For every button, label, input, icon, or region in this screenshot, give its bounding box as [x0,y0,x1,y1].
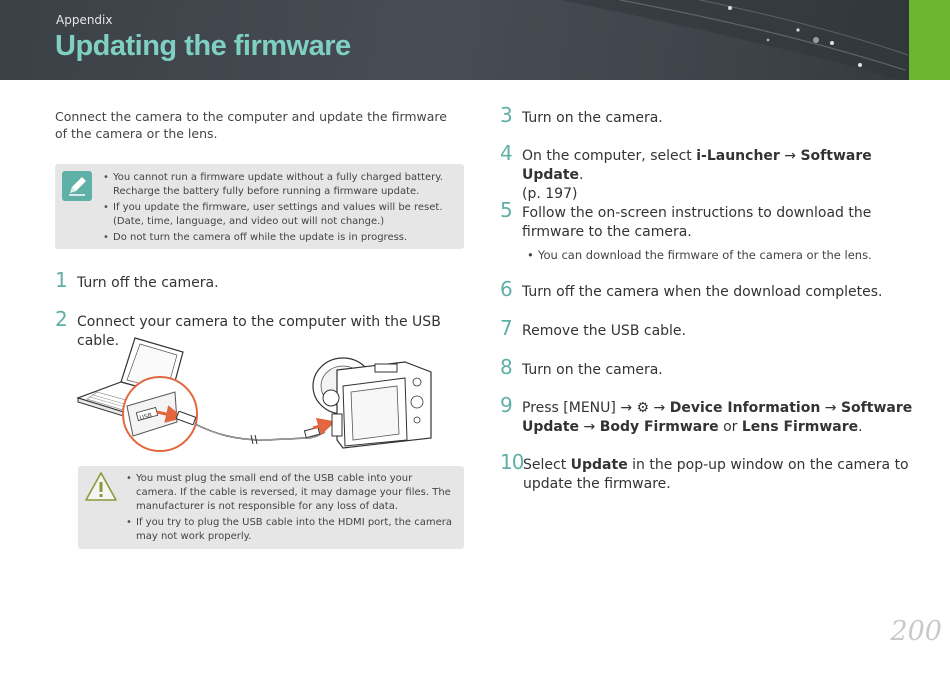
step-8 [500,355,920,380]
step-6 [500,277,920,302]
step-number: 2 [55,307,68,331]
step-10 [500,450,920,494]
warning-bullet: • If you try to plug the USB cable into the HDMI port, the camera may not work properly. [136,516,456,544]
step-1 [55,268,465,293]
gear-icon: ⚙ [636,400,650,416]
note-box [55,164,464,249]
warning-box [78,466,464,549]
step-text: Select Update in the pop-up window on the camera to update the firmware. [523,457,909,492]
section-label: Appendix [56,13,113,27]
page-title: Updating the firmware [55,30,351,62]
step-text: Press [MENU] → ⚙ → Device Information → Software Update → Body Firmware or Lens Firmware. [522,400,913,435]
intro-text: Connect the camera to the computer and update the firmware of the camera or the lens. [55,109,447,141]
step-5 [500,198,920,242]
warning-bullet: • You must plug the small end of the USB cable into your camera. If the cable is reversed, it may damage your files. The manufacturer is not responsible for any loss of data. [136,472,456,514]
page-header [0,0,950,80]
note-bullet: • You cannot run a firmware update without a fully charged battery. Recharge the battery fully before running a firmware update. [113,171,457,199]
step-text: Turn off the camera when the download completes. [522,284,883,300]
step-5-subbullet: • You can download the firmware of the camera or the lens. [538,248,872,262]
pencil-note-icon [62,171,92,201]
step-text: Follow the on-screen instructions to download the firmware to the camera. [522,205,872,240]
warning-triangle-icon [84,470,114,500]
step-text: Turn on the camera. [522,362,663,378]
step-number: 4 [500,141,513,165]
step-number: 3 [500,103,513,127]
step-text: Connect your camera to the computer with the USB cable. [77,314,441,349]
step-number: 10 [500,450,524,474]
step-text: Turn on the camera. [522,110,663,126]
step-number: 8 [500,355,513,379]
step-7 [500,316,920,341]
step-9 [500,393,920,437]
step-text: Remove the USB cable. [522,323,686,339]
note-list [113,171,457,247]
step-4 [500,141,920,204]
step-text: On the computer, select i-Launcher → Software Update. (p. 197) [522,148,872,202]
page-number: 200 [890,616,942,647]
usb-port-label: USB [139,411,153,422]
step-number: 9 [500,393,513,417]
step-number: 1 [55,268,68,292]
usb-connection-illustration [75,336,435,454]
step-3 [500,103,920,128]
note-bullet: • Do not turn the camera off while the update is in progress. [113,231,457,245]
menu-software-update: Software Update [522,148,872,183]
step-number: 5 [500,198,513,222]
menu-i-launcher: i-Launcher [696,148,780,164]
camera-icon [313,358,431,448]
chapter-tab[interactable] [909,0,950,80]
step-number: 7 [500,316,513,340]
warning-list [136,472,456,546]
note-bullet: • If you update the firmware, user settings and values will be reset. (Date, time, language, and video out will not change.) [113,201,457,229]
step-text: Turn off the camera. [77,275,219,291]
step-number: 6 [500,277,513,301]
